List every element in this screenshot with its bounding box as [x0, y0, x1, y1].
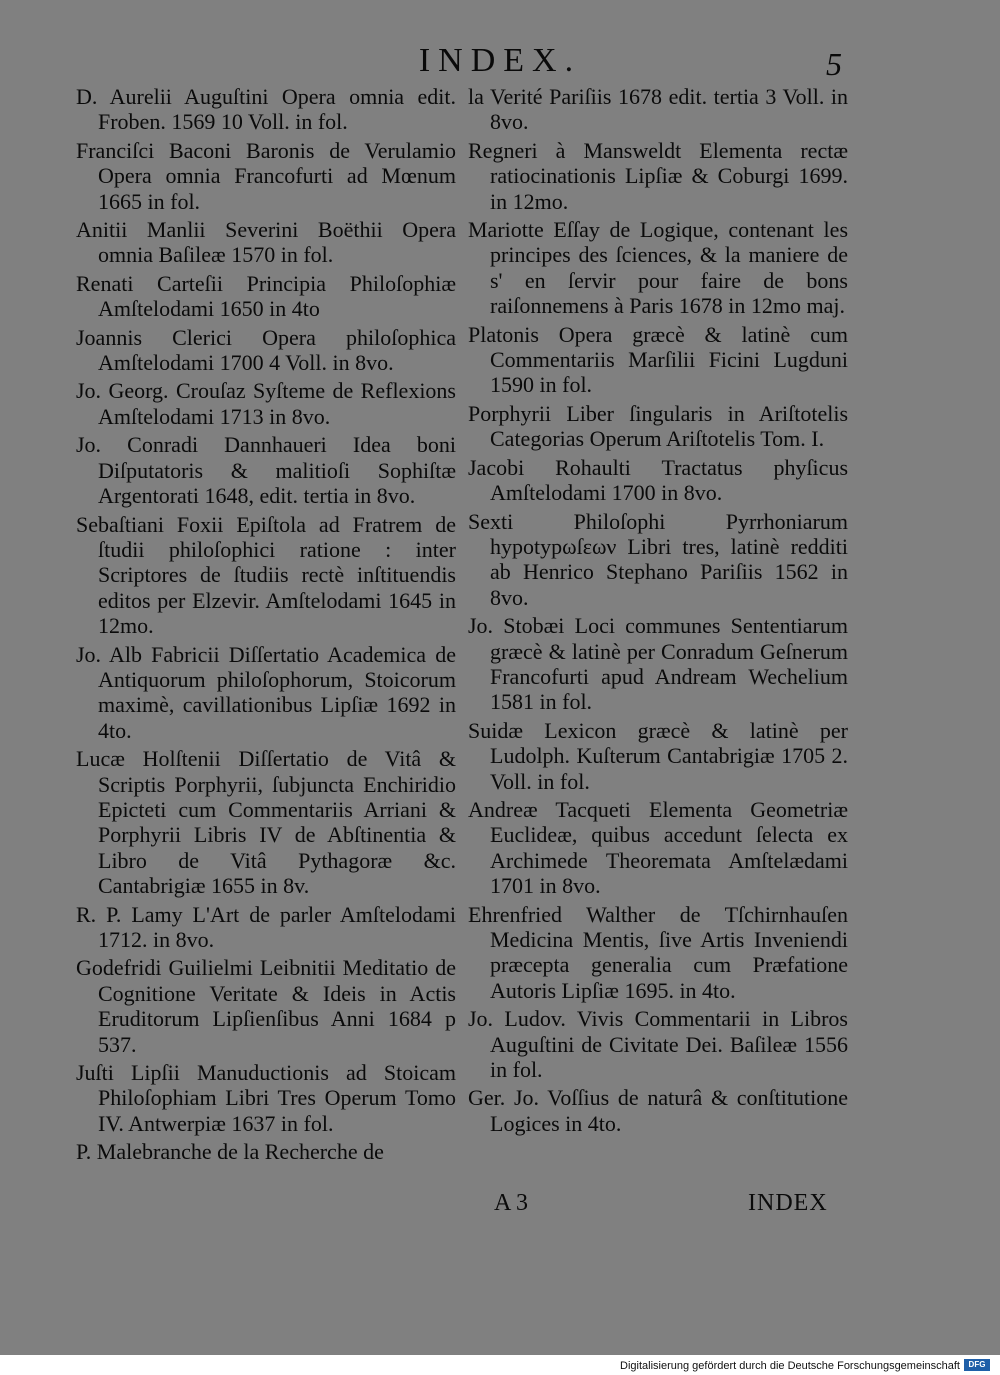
index-entry: Porphyrii Liber ſingularis in Ariſtotelis Categorias Operum Ariſtotelis Tom. I. [468, 400, 854, 452]
index-entry: Regneri à Mansweldt Elementa rectæ ratiocinationis Lipſiæ & Coburgi 1699. in 12mo. [468, 137, 854, 214]
funding-note: Digitalisierung gefördert durch die Deutsche Forschungsgemeinschaft [620, 1360, 960, 1372]
index-entry: Joannis Clerici Opera philoſophica Amſtelodami 1700 4 Voll. in 8vo. [76, 324, 461, 376]
index-entry: Juſti Lipſii Manuductionis ad Stoicam Philoſophiam Libri Tres Operum Tomo IV. Antwerpiæ 1637 in fol. [76, 1060, 462, 1136]
dfg-logo-icon: DFG [964, 1359, 990, 1371]
index-entry: D. Aurelii Auguſtini Opera omnia edit. Froben. 1569 10 Voll. in fol. [76, 84, 462, 135]
right-column [468, 84, 854, 1136]
index-entry: Platonis Opera græcè & latinè cum Commentariis Marſilii Ficini Lugduni 1590 in fol. [468, 321, 854, 398]
left-column [76, 84, 462, 1165]
index-entry: Sebaſtiani Foxii Epiſtola ad Fratrem de ſtudii philoſophici ratione : inter Scriptores de ſtudiis rectè inſtituendis editos per Elzevir. Amſtelodami 1645 in 12mo. [76, 511, 462, 639]
index-entry: Jo. Conradi Dannhaueri Idea boni Diſputatoris & malitioſi Sophiſtæ Argentorati 1648, edit. tertia in 8vo. [76, 432, 462, 509]
index-entry: Jo. Stobæi Loci communes Sententiarum græcè & latinè per Conradum Geſnerum Francofurti apud Andream Wechelium 1581 in fol. [468, 613, 854, 715]
index-entry: Mariotte Eſſay de Logique, contenant les principes des ſciences, & la maniere de s' en ſervir pour faire de bons raiſonnemens à Paris 1678 in 12mo maj. [468, 217, 854, 319]
running-head: INDEX. [418, 42, 582, 79]
index-entry: Suidæ Lexicon græcè & latinè per Ludolph. Kuſterum Cantabrigiæ 1705 2. Voll. in fol. [468, 717, 854, 794]
index-entry: Lucæ Holſtenii Diſſertatio de Vitâ & Scriptis Porphyrii, ſubjuncta Enchiridio Epicteti cum Commentariis Arriani & Porphyrii Libris IV de Abſtinentia & Libro de Vitâ Pythagoræ &c. Cantabrigiæ 1655 in 8v. [76, 746, 462, 899]
index-entry: Sexti Philoſophi Pyrrhoniarum hypotypωſεων Libri tres, latinè redditi ab Henrico Stephano Pariſiis 1562 in 8vo. [468, 508, 854, 610]
index-entry: Andreæ Tacqueti Elementa Geometriæ Euclideæ, quibus accedunt ſelecta ex Archimede Theoremata Amſtelædami 1701 in 8vo. [468, 796, 854, 899]
index-entry: Anitii Manlii Severini Boëthii Opera omnia Baſileæ 1570 in fol. [76, 217, 462, 268]
index-entry: Godefridi Guilielmi Leibnitii Meditatio de Cognitione Veritate & Ideis in Actis Eruditorum Lipſienſibus Anni 1684 p 537. [76, 955, 462, 1057]
signature-mark: A 3 [494, 1190, 529, 1216]
index-entry: P. Malebranche de la Recherche de [76, 1139, 384, 1165]
index-entry: Franciſci Baconi Baronis de Verulamio Opera omnia Francofurti ad Mœnum 1665 in fol. [76, 137, 462, 214]
index-entry: Renati Carteſii Principia Philoſophiæ Amſtelodami 1650 in 4to [76, 270, 461, 322]
page-number: 5 [826, 46, 842, 82]
index-entry: Jo. Alb Fabricii Diſſertatio Academica de Antiquorum philoſophorum, Stoicorum maximè, cavillationibus Lipſiæ 1692 in 4to. [76, 641, 462, 743]
index-entry: la Verité Pariſiis 1678 edit. tertia 3 Voll. in 8vo. [468, 84, 854, 135]
index-entry: Jo. Ludov. Vivis Commentarii in Libros Auguſtini de Civitate Dei. Baſileæ 1556 in fol. [468, 1006, 854, 1083]
index-entry: Ehrenfried Walther de Tſchirnhauſen Medicina Mentis, ſive Artis Inveniendi præcepta generalia cum Præfatione Autoris Lipſiæ 1695. in 4to. [468, 901, 854, 1003]
index-entry: R. P. Lamy L'Art de parler Amſtelodami 1712. in 8vo. [76, 901, 462, 952]
catchword: INDEX [748, 1190, 828, 1216]
index-entry: Jacobi Rohaulti Tractatus phyſicus Amſtelodami 1700 in 8vo. [468, 454, 853, 506]
index-entry: Ger. Jo. Voſſius de naturâ & conſtitutione Logices in 4to. [468, 1085, 854, 1136]
index-entry: Jo. Georg. Crouſaz Syſteme de Reflexions Amſtelodami 1713 in 8vo. [76, 378, 461, 429]
